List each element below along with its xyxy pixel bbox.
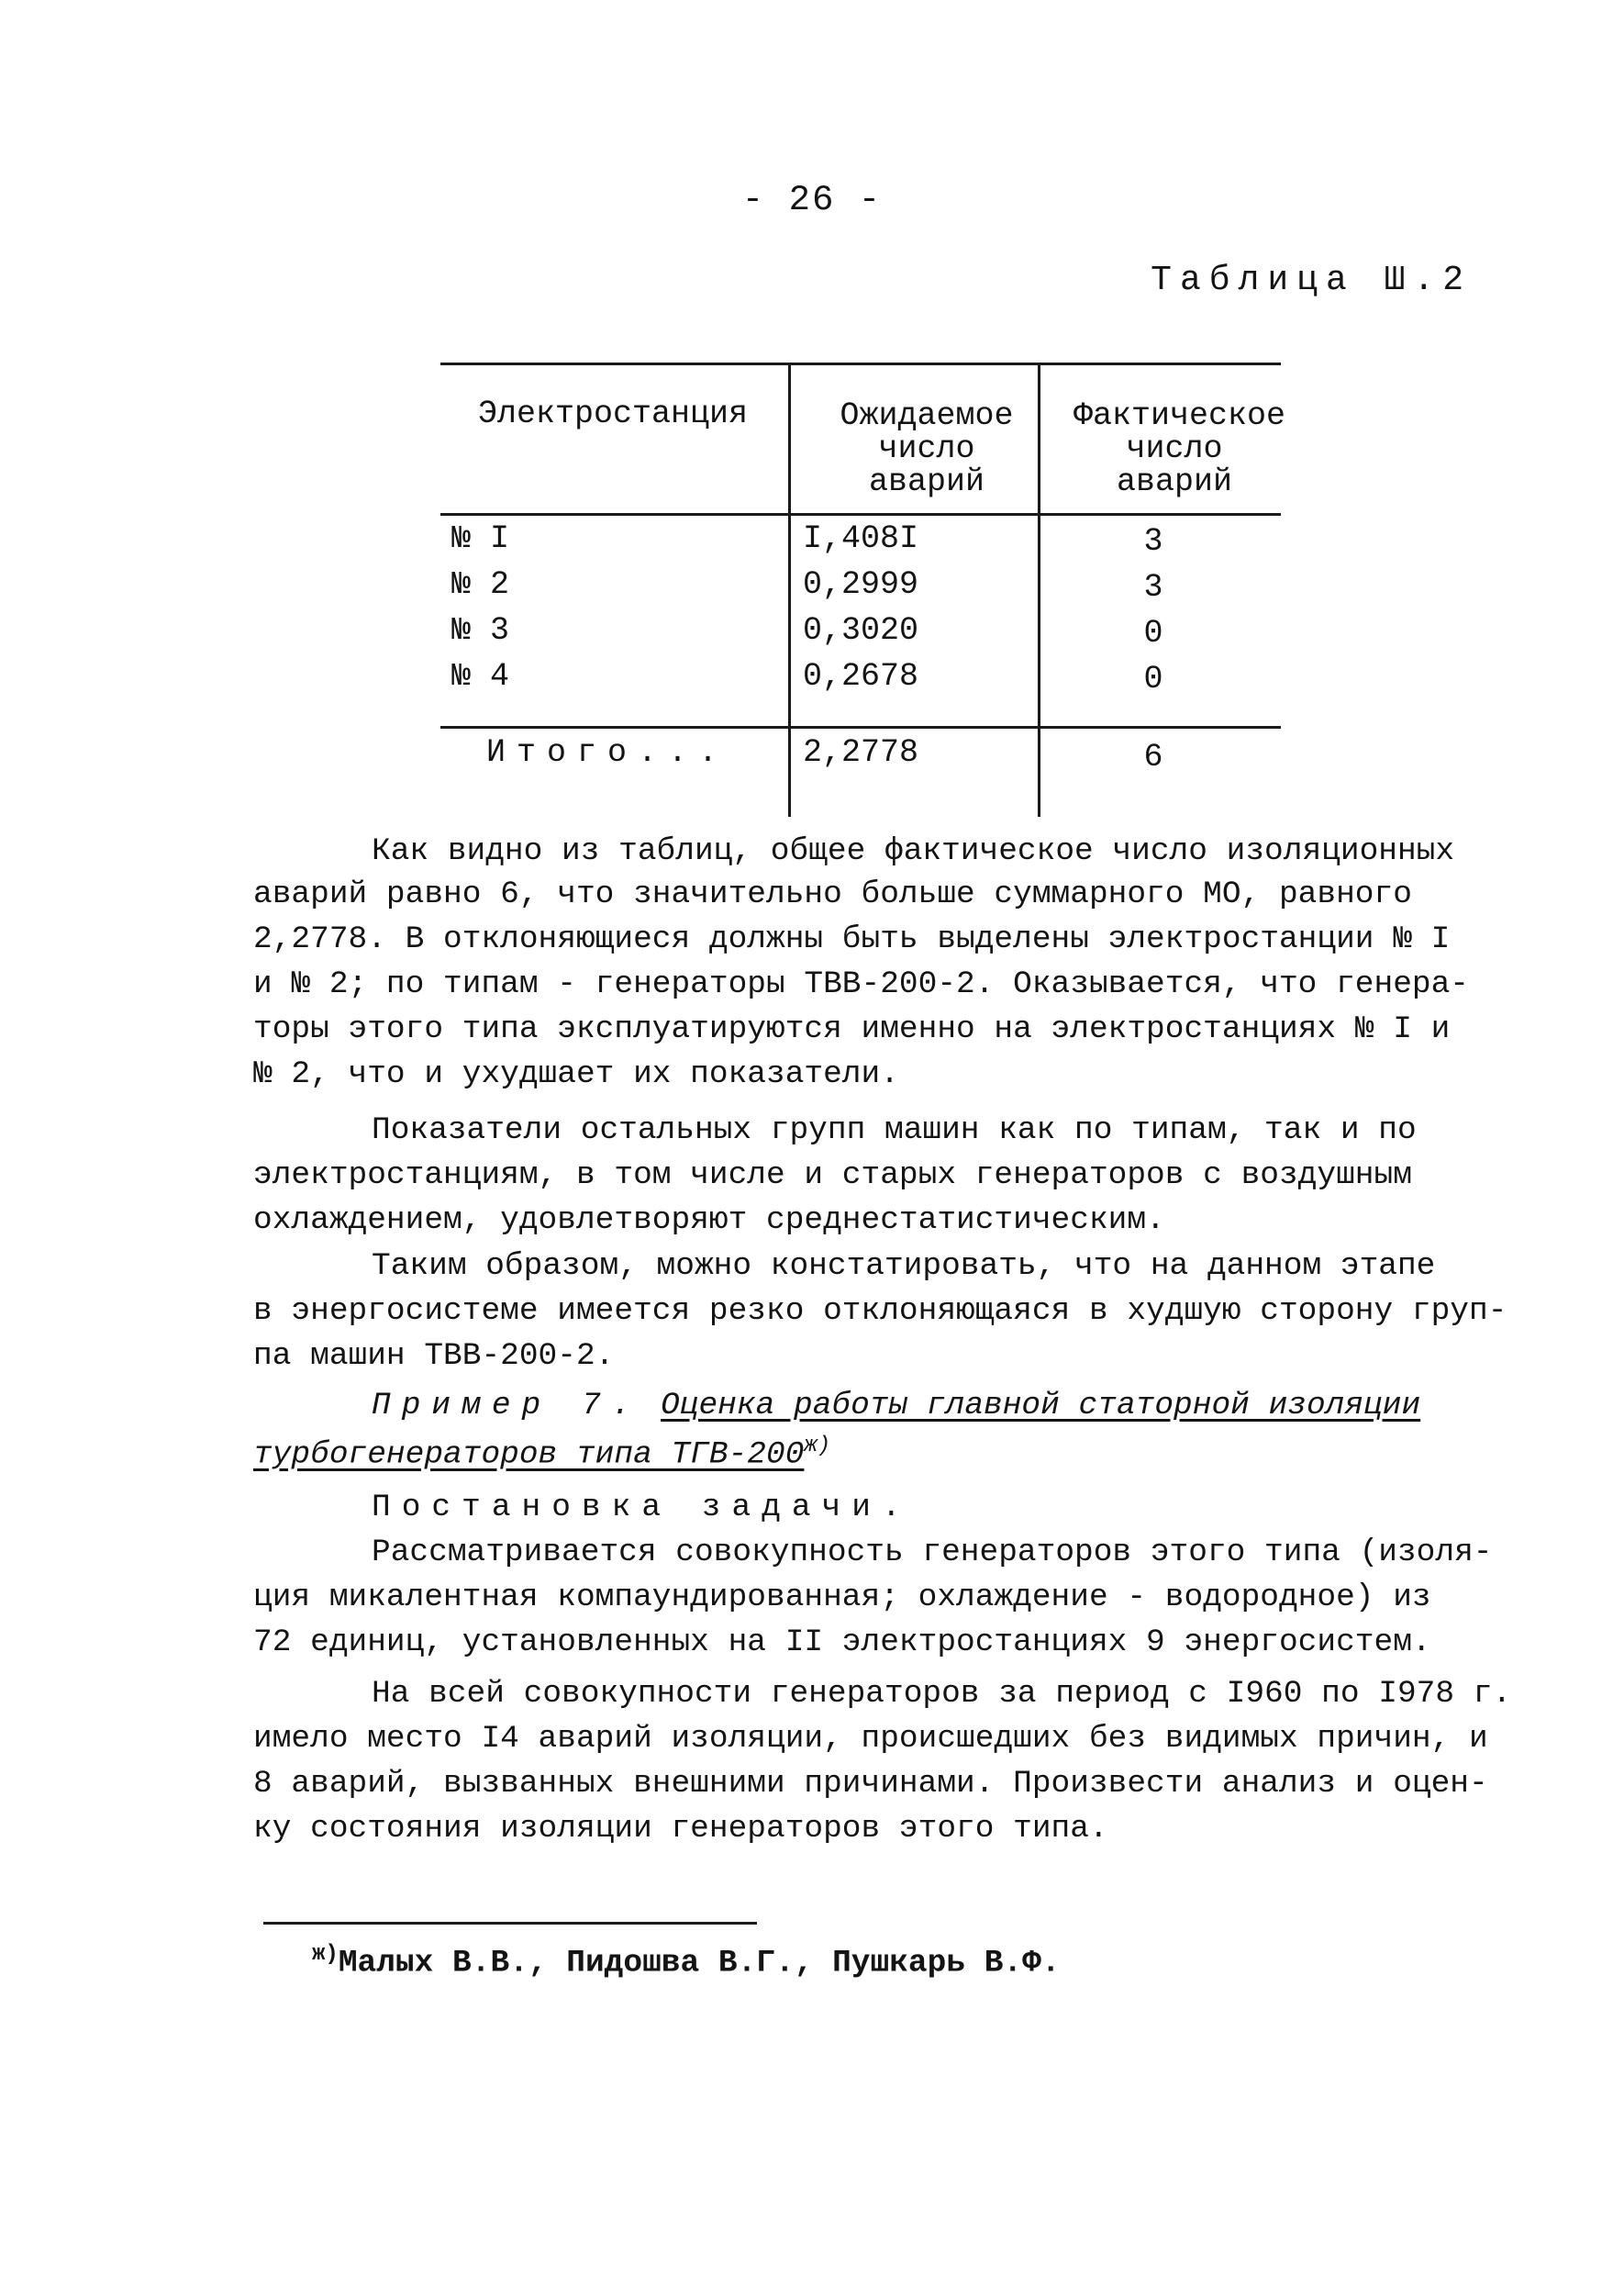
- para1-line-4: и № 2; по типам - генераторы ТВВ-200-2. Оказывается, что генера-: [253, 966, 1470, 1002]
- para2-line-1: Показатели остальных групп машин как по типам, так и по: [372, 1112, 1417, 1148]
- para1-line-5: торы этого типа эксплуатируются именно на электростанциях № I и: [253, 1011, 1451, 1047]
- example-label: Пример 7.: [372, 1388, 642, 1423]
- table-caption: Таблица Ш.2: [1151, 261, 1472, 300]
- row-1-actual: 3: [1143, 523, 1163, 560]
- para3-line-3: па машин ТВВ-200-2.: [253, 1338, 615, 1374]
- total-label: Итого...: [486, 734, 729, 771]
- row-4-actual: 0: [1143, 661, 1163, 698]
- footnote-mark: ж): [312, 1942, 339, 1967]
- para3-line-1: Таким образом, можно констатировать, что на данном этапе: [372, 1248, 1436, 1284]
- row-4-expected: 0,2678: [803, 658, 919, 695]
- table-header-rule: [440, 513, 1281, 516]
- header-expected: Ожидаемое число аварий: [840, 397, 1014, 500]
- para3-line-2: в энергосистеме имеется резко отклоняющаяся в худшую сторону груп-: [253, 1293, 1507, 1329]
- para5-line-3: 8 аварий, вызванных внешними причинами. Произвести анализ и оцен-: [253, 1766, 1488, 1802]
- para4-line-3: 72 единиц, установленных на II электростанциях 9 энергосистем.: [253, 1624, 1431, 1660]
- para1-line-2: аварий равно 6, что значительно больше суммарного МО, равного: [253, 876, 1412, 912]
- data-table: [440, 363, 1286, 817]
- row-3-station: № 3: [451, 612, 510, 649]
- para5-line-1: На всей совокупности генераторов за период с I960 по I978 г.: [372, 1676, 1512, 1712]
- row-1-expected: I,408I: [803, 520, 919, 557]
- example-footnote-ref: ж): [804, 1434, 831, 1458]
- header-station: Электростанция: [477, 396, 749, 432]
- para1-line-6: № 2, что и ухудшает их показатели.: [253, 1056, 899, 1092]
- total-expected: 2,2778: [803, 734, 919, 771]
- total-actual: 6: [1143, 739, 1163, 776]
- para4-line-2: ция микалентная компаундированная; охлаждение - водородное) из: [253, 1579, 1431, 1615]
- row-2-expected: 0,2999: [803, 566, 919, 603]
- footnote: [312, 1942, 1061, 1981]
- para5-line-2: имело место I4 аварий изоляции, происшедших без видимых причин, и: [253, 1721, 1488, 1757]
- page-number: - 26 -: [741, 180, 883, 220]
- table-total-rule: [440, 726, 1281, 729]
- row-3-expected: 0,3020: [803, 612, 919, 649]
- row-4-station: № 4: [451, 658, 510, 695]
- table-col-divider-1: [788, 363, 791, 817]
- row-1-station: № I: [451, 520, 510, 557]
- para2-line-3: охлаждением, удовлетворяют среднестатистическим.: [253, 1202, 1165, 1238]
- example-title-part-2: турбогенераторов типа ТГВ-200: [253, 1436, 805, 1473]
- row-2-actual: 3: [1143, 569, 1163, 606]
- para1-line-1: Как видно из таблиц, общее фактическое число изоляционных: [372, 833, 1455, 869]
- para2-line-2: электростанциям, в том числе и старых генераторов с воздушным: [253, 1157, 1412, 1193]
- para4-line-1: Рассматривается совокупность генераторов этого типа (изоля-: [372, 1535, 1493, 1570]
- section-heading: Постановка задачи.: [372, 1490, 912, 1525]
- footnote-rule: [263, 1922, 757, 1925]
- example-line-1: [372, 1388, 1420, 1423]
- row-2-station: № 2: [451, 566, 510, 603]
- example-title-part-1: Оценка работы главной статорной изоляции: [661, 1388, 1421, 1423]
- row-3-actual: 0: [1143, 615, 1163, 652]
- para5-line-4: ку состояния изоляции генераторов этого типа.: [253, 1811, 1108, 1847]
- example-line-2: [253, 1434, 830, 1473]
- header-actual: Фактическое число аварий: [1073, 397, 1286, 500]
- footnote-text: Малых В.В., Пидошва В.Г., Пушкарь В.Ф.: [338, 1945, 1061, 1981]
- table-col-divider-2: [1038, 363, 1040, 817]
- table-top-rule: [440, 363, 1281, 365]
- para1-line-3: 2,2778. В отклоняющиеся должны быть выделены электростанции № I: [253, 921, 1451, 957]
